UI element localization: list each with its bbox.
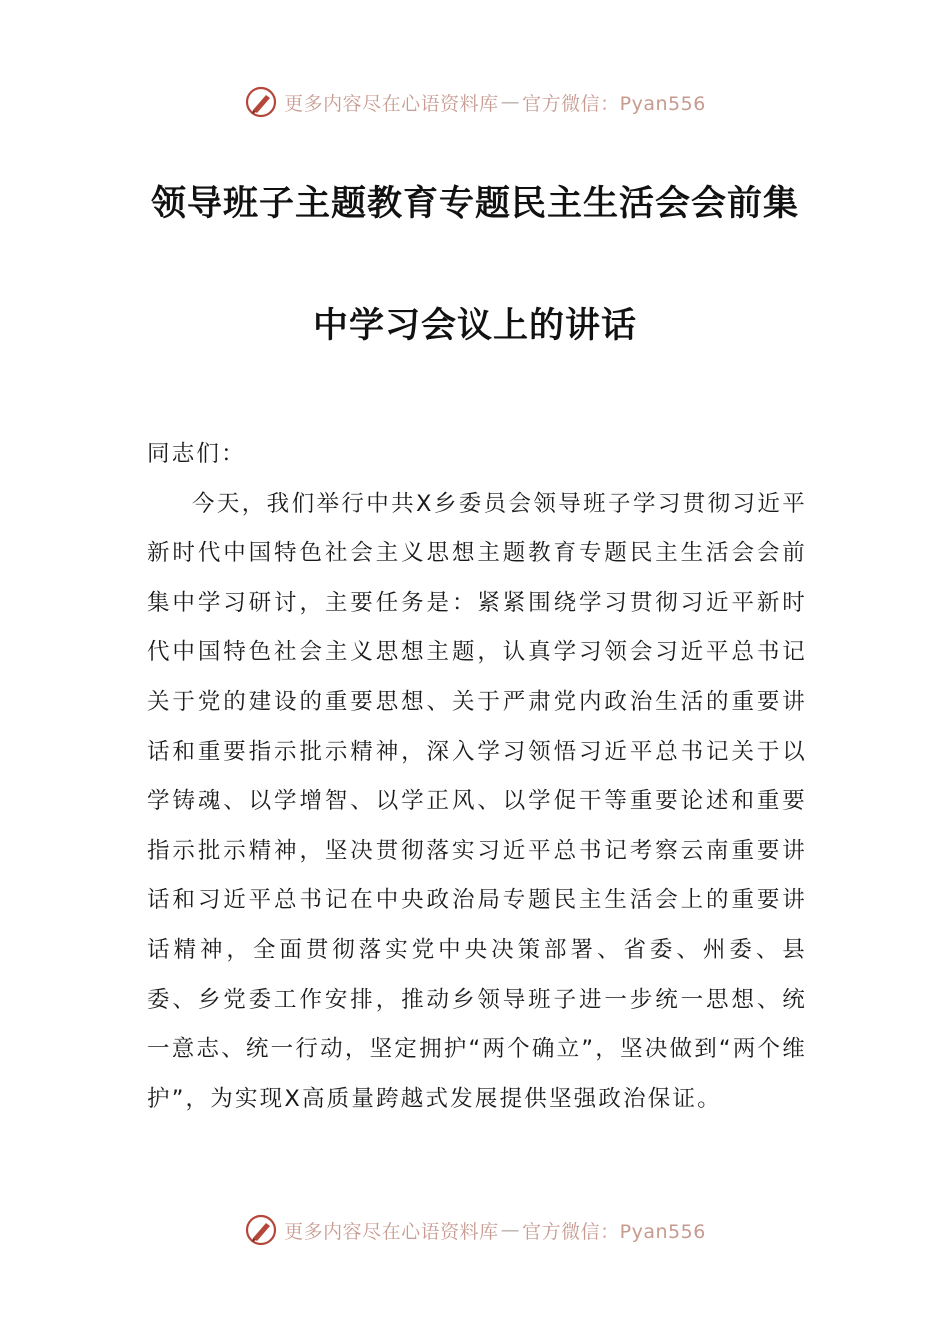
watermark-separator: — bbox=[500, 91, 521, 113]
pen-circle-icon bbox=[244, 85, 278, 119]
watermark-text: 更多内容尽在心语资料库 bbox=[284, 92, 499, 115]
watermark-contact: 官方微信：Pyan556 bbox=[522, 92, 706, 115]
watermark-text: 更多内容尽在心语资料库 bbox=[284, 1220, 499, 1243]
watermark-separator: — bbox=[500, 1219, 521, 1241]
footer-watermark bbox=[0, 1210, 950, 1250]
document-title-line2: 中学习会议上的讲话 bbox=[312, 306, 637, 346]
watermark-contact: 官方微信：Pyan556 bbox=[522, 1220, 706, 1243]
document-body bbox=[147, 430, 807, 1124]
pen-circle-icon bbox=[244, 1213, 278, 1247]
header-watermark bbox=[0, 82, 950, 122]
paragraph: 今天，我们举行中共X乡委员会领导班子学习贯彻习近平新时代中国特色社会主义思想主题教育专题民主生活会会前集中学习研讨，主要任务是：紧紧围绕学习贯彻习近平新时代中国特色社会主义思想主题，认真学习领会习近平总书记关于党的建设的重要思想、关于严肃党内政治生活的重要讲话和重要指示批示精神，深入学习领悟习近平总书记关于以学铸魂、以学增智、以学正风、以学促干等重要论述和重要指示批示精神，坚决贯彻落实习近平总书记考察云南重要讲话和习近平总书记在中央政治局专题民主生活会上的重要讲话精神，全面贯彻落实党中央决策部署、省委、州委、县委、乡党委工作安排，推动乡领导班子进一步统一思想、统一意志、统一行动，坚定拥护“两个确立”，坚决做到“两个维护”，为实现X高质量跨越式发展提供坚强政治保证。 bbox=[147, 490, 807, 1112]
salutation: 同志们： bbox=[147, 441, 246, 467]
document-title-line1: 领导班子主题教育专题民主生活会会前集 bbox=[150, 184, 799, 224]
